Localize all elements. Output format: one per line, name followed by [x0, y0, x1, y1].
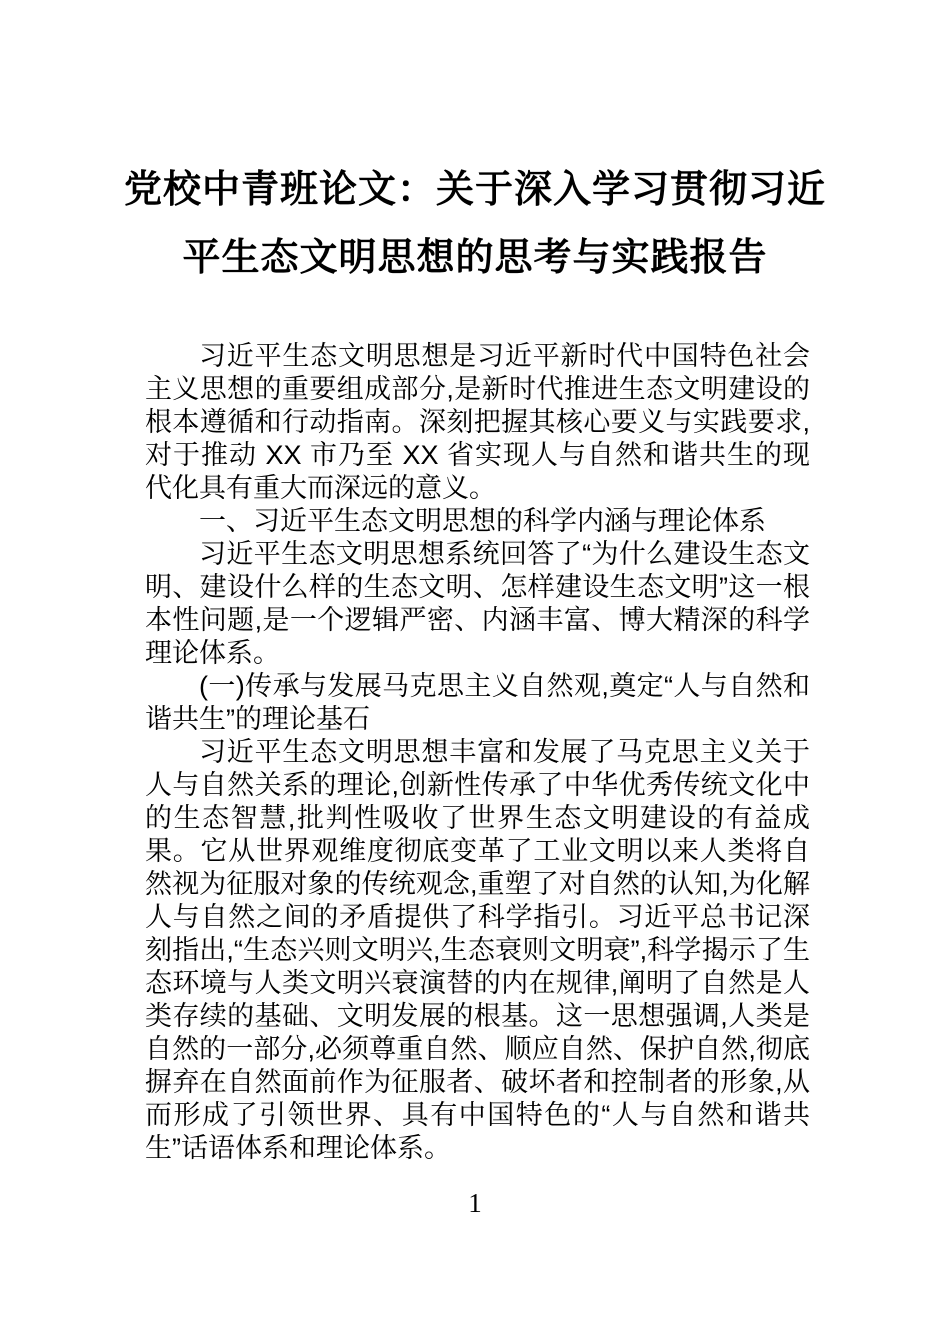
- subsection-heading: (一)传承与发展马克思主义自然观,奠定“人与自然和谐共生”的理论基石: [145, 671, 810, 734]
- section-heading: 一、习近平生态文明思想的科学内涵与理论体系: [199, 506, 766, 536]
- document-body: [145, 340, 810, 1165]
- intro-paragraph: 习近平生态文明思想是习近平新时代中国特色社会主义思想的重要组成部分,是新时代推进生态文明建设的根本遵循和行动指南。深刻把握其核心要义与实践要求,对于推动 XX 市乃至 XX 省实现人与自然和谐共生的现代化具有重大而深远的意义。: [145, 341, 810, 503]
- body-paragraph: 习近平生态文明思想系统回答了“为什么建设生态文明、建设什么样的生态文明、怎样建设生态文明”这一根本性问题,是一个逻辑严密、内涵丰富、博大精深的科学理论体系。: [145, 539, 810, 668]
- page-number: 1: [468, 1188, 482, 1218]
- body-paragraph: 习近平生态文明思想丰富和发展了马克思主义关于人与自然关系的理论,创新性传承了中华优秀传统文化中的生态智慧,批判性吸收了世界生态文明建设的有益成果。它从世界观维度彻底变革了工业文明以来人类将自然视为征服对象的传统观念,重塑了对自然的认知,为化解人与自然之间的矛盾提供了科学指引。习近平总书记深刻指出,“生态兴则文明兴,生态衰则文明衰”,科学揭示了生态环境与人类文明兴衰演替的内在规律,阐明了自然是人类存续的基础、文明发展的根基。这一思想强调,人类是自然的一部分,必须尊重自然、顺应自然、保护自然,彻底摒弃在自然面前作为征服者、破坏者和控制者的形象,从而形成了引领世界、具有中国特色的“人与自然和谐共生”话语体系和理论体系。: [145, 737, 810, 1163]
- document-title: 党校中青班论文：关于深入学习贯彻习近平生态文明思想的思考与实践报告: [123, 169, 826, 279]
